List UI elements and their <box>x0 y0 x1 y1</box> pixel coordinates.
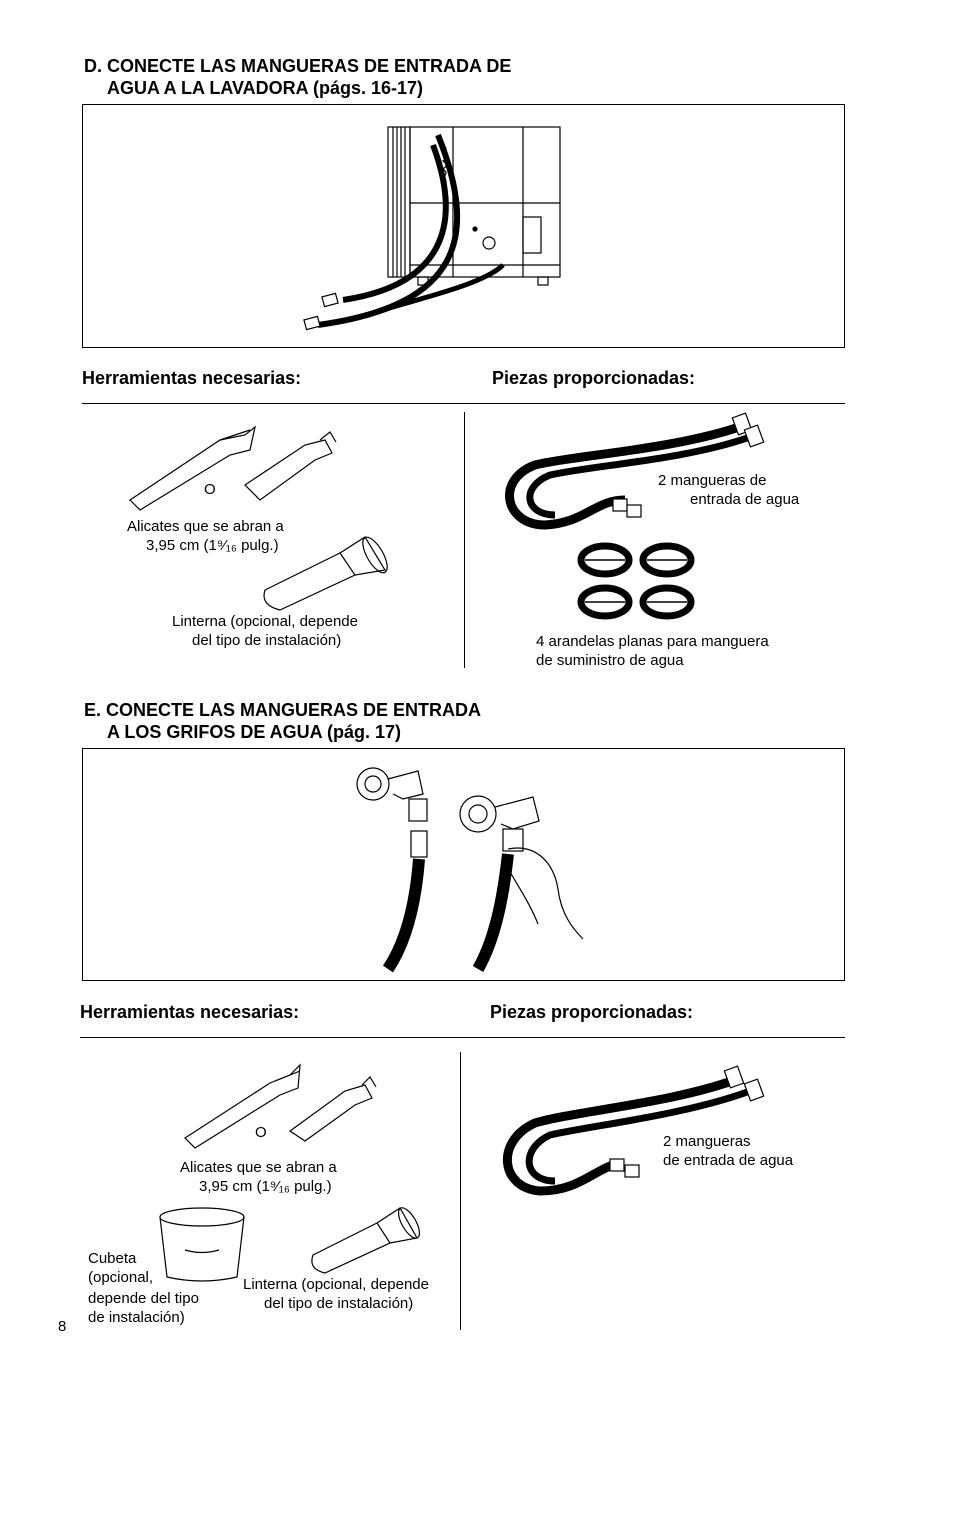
section-d-tools-heading: Herramientas necesarias: <box>82 368 302 388</box>
section-e-title <box>84 699 481 743</box>
faucet-hoses-illustration-frame <box>82 748 845 981</box>
flashlight-icon <box>255 535 395 615</box>
section-e-divider <box>80 1037 845 1038</box>
section-e-hoses-line2: de entrada de agua <box>663 1152 794 1169</box>
section-d-washers-line1: 4 arandelas planas para manguera <box>536 633 769 650</box>
section-e-title-line1: E. CONECTE LAS MANGUERAS DE ENTRADA <box>84 700 482 720</box>
section-d-washers-line2: de suministro de agua <box>536 652 684 669</box>
section-e-bucket-line2: (opcional, <box>88 1269 154 1286</box>
section-e-bucket-line3: depende del tipo <box>88 1290 199 1307</box>
section-e-bucket-line1: Cubeta <box>88 1250 137 1267</box>
section-d-column-divider <box>464 412 465 668</box>
section-e-pliers-line2: 3,95 cm (1⁹⁄₁₆ pulg.) <box>199 1178 332 1195</box>
section-e-parts-heading: Piezas proporcionadas: <box>490 1002 694 1022</box>
section-e-hoses-line1: 2 mangueras <box>663 1133 751 1150</box>
inlet-hoses-icon <box>495 405 775 530</box>
inlet-hoses-icon <box>495 1063 775 1198</box>
faucet-hose-connection-illustration <box>83 749 846 982</box>
section-d-hoses-line2: entrada de agua <box>690 491 800 508</box>
section-e-or-label: O <box>255 1124 267 1141</box>
section-e-pliers-line1: Alicates que se abran a <box>180 1159 337 1176</box>
section-e-tools-heading: Herramientas necesarias: <box>80 1002 300 1022</box>
section-d-flashlight-line1: Linterna (opcional, depende <box>172 613 358 630</box>
section-d-divider <box>82 403 845 404</box>
section-d-pliers-line2: 3,95 cm (1⁹⁄₁₆ pulg.) <box>146 537 279 554</box>
section-e-flashlight-line1: Linterna (opcional, depende <box>243 1276 429 1293</box>
section-d-parts-heading: Piezas proporcionadas: <box>492 368 696 388</box>
bucket-icon <box>155 1205 250 1285</box>
section-d-or-label: O <box>204 481 216 498</box>
section-e-column-divider <box>460 1052 461 1330</box>
section-d-title <box>84 55 511 99</box>
section-d-title-line1: D. CONECTE LAS MANGUERAS DE ENTRADA DE <box>84 56 512 76</box>
flat-washers-icon <box>575 540 735 625</box>
section-e-title-line2: A LOS GRIFOS DE AGUA (pág. 17) <box>107 722 402 742</box>
pliers-icon <box>120 415 350 515</box>
pliers-icon <box>180 1053 390 1153</box>
section-d-hoses-line1: 2 mangueras de <box>658 472 767 489</box>
washer-back-hoses-illustration <box>83 105 846 349</box>
section-d-flashlight-line2: del tipo de instalación) <box>192 632 342 649</box>
page-number: 8 <box>58 1318 67 1335</box>
section-e-flashlight-line2: del tipo de instalación) <box>264 1295 414 1312</box>
section-d-title-line2: AGUA A LA LAVADORA (págs. 16-17) <box>107 78 424 98</box>
washer-hoses-illustration-frame <box>82 104 845 348</box>
section-e-bucket-line4: de instalación) <box>88 1309 185 1326</box>
flashlight-icon <box>305 1205 425 1280</box>
section-d-pliers-line1: Alicates que se abran a <box>127 518 284 535</box>
